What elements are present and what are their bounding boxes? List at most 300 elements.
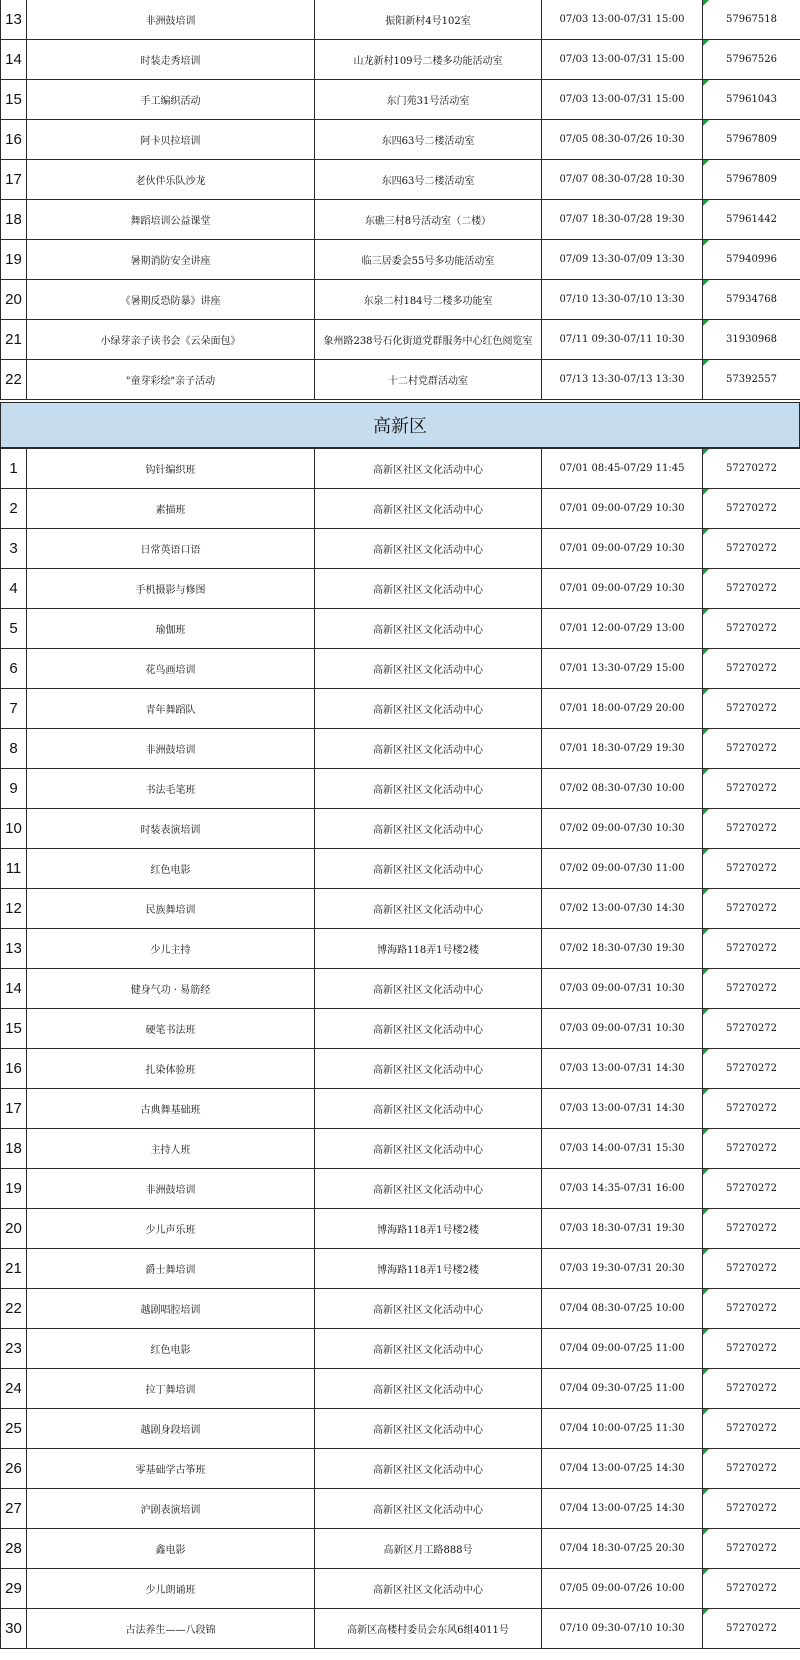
activity-venue: 高新区社区文化活动中心 [315, 1009, 542, 1049]
contact-phone-text: 57934768 [726, 294, 777, 305]
table-row [1, 1129, 800, 1169]
contact-phone-text: 57270272 [726, 1423, 777, 1434]
activity-time: 07/11 09:30-07/11 10:30 [542, 320, 703, 360]
table-row [1, 1289, 800, 1329]
activity-name: 少儿主持 [27, 929, 315, 969]
contact-phone [703, 729, 800, 769]
contact-phone-text: 57270272 [726, 903, 777, 914]
row-number: 16 [1, 1049, 27, 1089]
row-number: 24 [1, 1369, 27, 1409]
activity-time: 07/01 18:00-07/29 20:00 [542, 689, 703, 729]
contact-phone-text: 57270272 [726, 1383, 777, 1394]
table-row [1, 609, 800, 649]
activity-venue: 振阳新村4号102室 [315, 0, 542, 40]
table-row [1, 1009, 800, 1049]
table-row [1, 1569, 800, 1609]
cell-comment-flag-icon [703, 1529, 709, 1535]
row-number: 13 [1, 929, 27, 969]
contact-phone [703, 449, 800, 489]
row-number: 10 [1, 809, 27, 849]
activity-time: 07/04 08:30-07/25 10:00 [542, 1289, 703, 1329]
activity-time: 07/02 08:30-07/30 10:00 [542, 769, 703, 809]
contact-phone [703, 1089, 800, 1129]
table-row [1, 849, 800, 889]
contact-phone [703, 40, 800, 80]
activity-venue: 高新区社区文化活动中心 [315, 1409, 542, 1449]
contact-phone [703, 1529, 800, 1569]
activity-venue: 高新区社区文化活动中心 [315, 729, 542, 769]
activity-venue: 高新区社区文化活动中心 [315, 649, 542, 689]
contact-phone [703, 80, 800, 120]
row-number: 1 [1, 449, 27, 489]
activity-name: 日常英语口语 [27, 529, 315, 569]
table-row [1, 320, 800, 360]
contact-phone [703, 689, 800, 729]
cell-comment-flag-icon [703, 1049, 709, 1055]
activity-time: 07/01 12:00-07/29 13:00 [542, 609, 703, 649]
activity-time: 07/03 13:00-07/31 14:30 [542, 1089, 703, 1129]
activity-name: 手工编织活动 [27, 80, 315, 120]
activity-name: 古法养生——八段锦 [27, 1609, 315, 1649]
table-row [1, 489, 800, 529]
contact-phone [703, 1449, 800, 1489]
activity-venue: 高新区社区文化活动中心 [315, 1049, 542, 1089]
contact-phone-text: 57270272 [726, 703, 777, 714]
activity-time: 07/10 13:30-07/10 13:30 [542, 280, 703, 320]
contact-phone [703, 280, 800, 320]
table-row [1, 40, 800, 80]
activity-name: 非洲鼓培训 [27, 0, 315, 40]
contact-phone [703, 360, 800, 400]
contact-phone-text: 57967518 [726, 14, 777, 25]
contact-phone [703, 849, 800, 889]
table-row [1, 969, 800, 1009]
contact-phone [703, 929, 800, 969]
cell-comment-flag-icon [703, 1289, 709, 1295]
activity-venue: 高新区社区文化活动中心 [315, 809, 542, 849]
cell-comment-flag-icon [703, 769, 709, 775]
cell-comment-flag-icon [703, 1609, 709, 1615]
activity-venue: 高新区社区文化活动中心 [315, 1569, 542, 1609]
row-number: 11 [1, 849, 27, 889]
activity-time: 07/02 09:00-07/30 11:00 [542, 849, 703, 889]
contact-phone-text: 57270272 [726, 503, 777, 514]
contact-phone-text: 57270272 [726, 1183, 777, 1194]
activity-time: 07/03 13:00-07/31 14:30 [542, 1049, 703, 1089]
activity-time: 07/04 13:00-07/25 14:30 [542, 1449, 703, 1489]
contact-phone-text: 57967809 [726, 174, 777, 185]
table-row [1, 1329, 800, 1369]
activity-name: 民族舞培训 [27, 889, 315, 929]
table-row [1, 929, 800, 969]
cell-comment-flag-icon [703, 569, 709, 575]
row-number: 20 [1, 280, 27, 320]
activity-venue: 博海路118弄1号楼2楼 [315, 1209, 542, 1249]
activity-venue: 高新区社区文化活动中心 [315, 1089, 542, 1129]
activity-name: 手机摄影与修图 [27, 569, 315, 609]
activity-table-top-body [1, 0, 800, 400]
table-row [1, 1249, 800, 1289]
table-row [1, 1529, 800, 1569]
cell-comment-flag-icon [703, 0, 709, 6]
activity-time: 07/07 18:30-07/28 19:30 [542, 200, 703, 240]
activity-name: 古典舞基础班 [27, 1089, 315, 1129]
activity-time: 07/07 08:30-07/28 10:30 [542, 160, 703, 200]
activity-time: 07/01 13:30-07/29 15:00 [542, 649, 703, 689]
row-number: 2 [1, 489, 27, 529]
contact-phone-text: 57270272 [726, 1623, 777, 1634]
activity-name: 青年舞蹈队 [27, 689, 315, 729]
row-number: 15 [1, 80, 27, 120]
activity-name: 越剧身段培训 [27, 1409, 315, 1449]
contact-phone-text: 31930968 [726, 334, 777, 345]
cell-comment-flag-icon [703, 120, 709, 126]
cell-comment-flag-icon [703, 929, 709, 935]
activity-venue: 博海路118弄1号楼2楼 [315, 1249, 542, 1289]
activity-venue: 高新区社区文化活动中心 [315, 1329, 542, 1369]
row-number: 19 [1, 1169, 27, 1209]
contact-phone-text: 57270272 [726, 583, 777, 594]
cell-comment-flag-icon [703, 1489, 709, 1495]
activity-time: 07/03 13:00-07/31 15:00 [542, 40, 703, 80]
activity-time: 07/01 08:45-07/29 11:45 [542, 449, 703, 489]
contact-phone [703, 529, 800, 569]
contact-phone-text: 57270272 [726, 1023, 777, 1034]
table-row [1, 280, 800, 320]
cell-comment-flag-icon [703, 889, 709, 895]
activity-name: 健身气功 · 易筋经 [27, 969, 315, 1009]
activity-name: 红色电影 [27, 849, 315, 889]
activity-venue: 东四63号二楼活动室 [315, 120, 542, 160]
activity-venue: 高新区月工路888号 [315, 1529, 542, 1569]
activity-venue: 高新区社区文化活动中心 [315, 529, 542, 569]
activity-name: 时装表演培训 [27, 809, 315, 849]
activity-venue: 高新区社区文化活动中心 [315, 1129, 542, 1169]
activity-time: 07/01 09:00-07/29 10:30 [542, 569, 703, 609]
cell-comment-flag-icon [703, 1249, 709, 1255]
row-number: 15 [1, 1009, 27, 1049]
activity-venue: 象州路238号石化街道党群服务中心红色阅览室 [315, 320, 542, 360]
contact-phone [703, 1489, 800, 1529]
table-row [1, 569, 800, 609]
contact-phone [703, 240, 800, 280]
table-row [1, 729, 800, 769]
contact-phone [703, 0, 800, 40]
activity-time: 07/03 18:30-07/31 19:30 [542, 1209, 703, 1249]
activity-table-gaoxin [0, 448, 800, 1649]
contact-phone-text: 57392557 [726, 374, 777, 385]
table-row [1, 529, 800, 569]
row-number: 17 [1, 160, 27, 200]
activity-name: 扎染体验班 [27, 1049, 315, 1089]
activity-time: 07/03 14:35-07/31 16:00 [542, 1169, 703, 1209]
table-row [1, 1609, 800, 1649]
row-number: 13 [1, 0, 27, 40]
activity-time: 07/04 18:30-07/25 20:30 [542, 1529, 703, 1569]
table-row [1, 0, 800, 40]
cell-comment-flag-icon [703, 689, 709, 695]
activity-venue: 高新区社区文化活动中心 [315, 1169, 542, 1209]
activity-time: 07/01 09:00-07/29 10:30 [542, 489, 703, 529]
activity-name: 素描班 [27, 489, 315, 529]
contact-phone-text: 57270272 [726, 783, 777, 794]
activity-venue: 东四63号二楼活动室 [315, 160, 542, 200]
activity-venue: 高新区社区文化活动中心 [315, 1369, 542, 1409]
activity-name: 红色电影 [27, 1329, 315, 1369]
table-row [1, 649, 800, 689]
activity-time: 07/01 09:00-07/29 10:30 [542, 529, 703, 569]
contact-phone-text: 57270272 [726, 823, 777, 834]
table-row [1, 1449, 800, 1489]
contact-phone [703, 1369, 800, 1409]
cell-comment-flag-icon [703, 609, 709, 615]
cell-comment-flag-icon [703, 1169, 709, 1175]
table-row [1, 360, 800, 400]
row-number: 20 [1, 1209, 27, 1249]
activity-name: 沪剧表演培训 [27, 1489, 315, 1529]
contact-phone [703, 1009, 800, 1049]
row-number: 28 [1, 1529, 27, 1569]
contact-phone [703, 1209, 800, 1249]
activity-name: 拉丁舞培训 [27, 1369, 315, 1409]
contact-phone [703, 1609, 800, 1649]
contact-phone [703, 1129, 800, 1169]
activity-time: 07/02 18:30-07/30 19:30 [542, 929, 703, 969]
cell-comment-flag-icon [703, 320, 709, 326]
activity-time: 07/02 09:00-07/30 10:30 [542, 809, 703, 849]
contact-phone-text: 57270272 [726, 743, 777, 754]
contact-phone-text: 57270272 [726, 1263, 777, 1274]
activity-time: 07/03 19:30-07/31 20:30 [542, 1249, 703, 1289]
activity-name: 《暑期反恐防暴》讲座 [27, 280, 315, 320]
cell-comment-flag-icon [703, 969, 709, 975]
activity-time: 07/04 09:00-07/25 11:00 [542, 1329, 703, 1369]
row-number: 21 [1, 320, 27, 360]
row-number: 4 [1, 569, 27, 609]
row-number: 12 [1, 889, 27, 929]
district-header-gaoxin: 高新区 [0, 402, 800, 448]
contact-phone [703, 1329, 800, 1369]
table-row [1, 160, 800, 200]
table-row [1, 120, 800, 160]
row-number: 6 [1, 649, 27, 689]
table-row [1, 1209, 800, 1249]
contact-phone-text: 57270272 [726, 1583, 777, 1594]
cell-comment-flag-icon [703, 1089, 709, 1095]
table-row [1, 809, 800, 849]
activity-time: 07/04 13:00-07/25 14:30 [542, 1489, 703, 1529]
activity-name: 少儿朗诵班 [27, 1569, 315, 1609]
table-row [1, 1489, 800, 1529]
table-row [1, 1169, 800, 1209]
row-number: 14 [1, 40, 27, 80]
cell-comment-flag-icon [703, 160, 709, 166]
row-number: 23 [1, 1329, 27, 1369]
activity-time: 07/04 09:30-07/25 11:00 [542, 1369, 703, 1409]
activity-venue: 东礁三村8号活动室（二楼） [315, 200, 542, 240]
activity-venue: 高新区社区文化活动中心 [315, 849, 542, 889]
contact-phone-text: 57270272 [726, 1543, 777, 1554]
cell-comment-flag-icon [703, 1209, 709, 1215]
cell-comment-flag-icon [703, 729, 709, 735]
contact-phone-text: 57270272 [726, 983, 777, 994]
activity-venue: 高新区社区文化活动中心 [315, 969, 542, 1009]
activity-venue: 博海路118弄1号楼2楼 [315, 929, 542, 969]
activity-name: 非洲鼓培训 [27, 729, 315, 769]
activity-time: 07/03 14:00-07/31 15:30 [542, 1129, 703, 1169]
contact-phone-text: 57270272 [726, 1503, 777, 1514]
row-number: 30 [1, 1609, 27, 1649]
table-row [1, 80, 800, 120]
cell-comment-flag-icon [703, 240, 709, 246]
cell-comment-flag-icon [703, 1449, 709, 1455]
cell-comment-flag-icon [703, 1409, 709, 1415]
activity-name: 少儿声乐班 [27, 1209, 315, 1249]
cell-comment-flag-icon [703, 1569, 709, 1575]
contact-phone-text: 57270272 [726, 943, 777, 954]
contact-phone [703, 320, 800, 360]
activity-venue: 高新区社区文化活动中心 [315, 889, 542, 929]
activity-time: 07/04 10:00-07/25 11:30 [542, 1409, 703, 1449]
contact-phone [703, 1249, 800, 1289]
activity-name: 老伙伴乐队沙龙 [27, 160, 315, 200]
activity-name: 花鸟画培训 [27, 649, 315, 689]
activity-venue: 高新区社区文化活动中心 [315, 449, 542, 489]
row-number: 25 [1, 1409, 27, 1449]
contact-phone-text: 57961043 [726, 94, 777, 105]
contact-phone [703, 609, 800, 649]
cell-comment-flag-icon [703, 80, 709, 86]
activity-venue: 山龙新村109号二楼多功能活动室 [315, 40, 542, 80]
table-row [1, 200, 800, 240]
row-number: 19 [1, 240, 27, 280]
activity-name: 硬笔书法班 [27, 1009, 315, 1049]
activity-name: 书法毛笔班 [27, 769, 315, 809]
activity-name: 时装走秀培训 [27, 40, 315, 80]
contact-phone [703, 649, 800, 689]
contact-phone [703, 1409, 800, 1449]
contact-phone [703, 489, 800, 529]
contact-phone-text: 57270272 [726, 1143, 777, 1154]
row-number: 29 [1, 1569, 27, 1609]
row-number: 16 [1, 120, 27, 160]
table-row [1, 1049, 800, 1089]
contact-phone-text: 57270272 [726, 1103, 777, 1114]
row-number: 17 [1, 1089, 27, 1129]
table-row [1, 769, 800, 809]
activity-venue: 高新区社区文化活动中心 [315, 769, 542, 809]
row-number: 7 [1, 689, 27, 729]
contact-phone-text: 57940996 [726, 254, 777, 265]
contact-phone-text: 57270272 [726, 543, 777, 554]
contact-phone [703, 120, 800, 160]
activity-name: 钩针编织班 [27, 449, 315, 489]
activity-time: 07/13 13:30-07/13 13:30 [542, 360, 703, 400]
table-row [1, 689, 800, 729]
contact-phone-text: 57270272 [726, 623, 777, 634]
row-number: 18 [1, 1129, 27, 1169]
contact-phone-text: 57270272 [726, 1063, 777, 1074]
contact-phone [703, 1169, 800, 1209]
contact-phone [703, 969, 800, 1009]
activity-name: 小绿芽亲子读书会《云朵面包》 [27, 320, 315, 360]
cell-comment-flag-icon [703, 200, 709, 206]
activity-time: 07/03 13:00-07/31 15:00 [542, 80, 703, 120]
contact-phone-text: 57270272 [726, 663, 777, 674]
activity-venue: 高新区社区文化活动中心 [315, 489, 542, 529]
activity-name: 越剧唱腔培训 [27, 1289, 315, 1329]
activity-venue: 临三居委会55号多功能活动室 [315, 240, 542, 280]
table-row [1, 889, 800, 929]
activity-venue: 高新区社区文化活动中心 [315, 609, 542, 649]
table-row [1, 1409, 800, 1449]
activity-name: 爵士舞培训 [27, 1249, 315, 1289]
row-number: 21 [1, 1249, 27, 1289]
cell-comment-flag-icon [703, 449, 709, 455]
contact-phone-text: 57270272 [726, 863, 777, 874]
contact-phone-text: 57961442 [726, 214, 777, 225]
contact-phone [703, 1289, 800, 1329]
cell-comment-flag-icon [703, 40, 709, 46]
cell-comment-flag-icon [703, 1329, 709, 1335]
activity-venue: 高新区社区文化活动中心 [315, 1489, 542, 1529]
contact-phone-text: 57967526 [726, 54, 777, 65]
activity-name: 瑜伽班 [27, 609, 315, 649]
row-number: 9 [1, 769, 27, 809]
activity-time: 07/03 13:00-07/31 15:00 [542, 0, 703, 40]
activity-time: 07/03 09:00-07/31 10:30 [542, 1009, 703, 1049]
activity-name: 鑫电影 [27, 1529, 315, 1569]
row-number: 22 [1, 1289, 27, 1329]
contact-phone [703, 200, 800, 240]
activity-venue: 东门苑31号活动室 [315, 80, 542, 120]
activity-time: 07/09 13:30-07/09 13:30 [542, 240, 703, 280]
cell-comment-flag-icon [703, 1009, 709, 1015]
row-number: 22 [1, 360, 27, 400]
activity-time: 07/05 08:30-07/26 10:30 [542, 120, 703, 160]
cell-comment-flag-icon [703, 1129, 709, 1135]
cell-comment-flag-icon [703, 529, 709, 535]
activity-time: 07/03 09:00-07/31 10:30 [542, 969, 703, 1009]
contact-phone [703, 160, 800, 200]
cell-comment-flag-icon [703, 1369, 709, 1375]
cell-comment-flag-icon [703, 280, 709, 286]
contact-phone [703, 1049, 800, 1089]
activity-name: 主持人班 [27, 1129, 315, 1169]
cell-comment-flag-icon [703, 489, 709, 495]
row-number: 5 [1, 609, 27, 649]
activity-time: 07/05 09:00-07/26 10:00 [542, 1569, 703, 1609]
contact-phone-text: 57270272 [726, 1463, 777, 1474]
activity-venue: 高新区高楼村委员会东风6组4011号 [315, 1609, 542, 1649]
contact-phone [703, 809, 800, 849]
row-number: 8 [1, 729, 27, 769]
activity-venue: 高新区社区文化活动中心 [315, 1449, 542, 1489]
activity-name: 零基础学古筝班 [27, 1449, 315, 1489]
contact-phone-text: 57967809 [726, 134, 777, 145]
row-number: 3 [1, 529, 27, 569]
contact-phone [703, 769, 800, 809]
activity-name: 非洲鼓培训 [27, 1169, 315, 1209]
activity-name: 暑期消防安全讲座 [27, 240, 315, 280]
activity-venue: 东泉二村184号二楼多功能室 [315, 280, 542, 320]
activity-name: 舞蹈培训公益课堂 [27, 200, 315, 240]
activity-table-gaoxin-body [1, 449, 800, 1649]
table-row [1, 1089, 800, 1129]
contact-phone-text: 57270272 [726, 463, 777, 474]
row-number: 26 [1, 1449, 27, 1489]
row-number: 27 [1, 1489, 27, 1529]
